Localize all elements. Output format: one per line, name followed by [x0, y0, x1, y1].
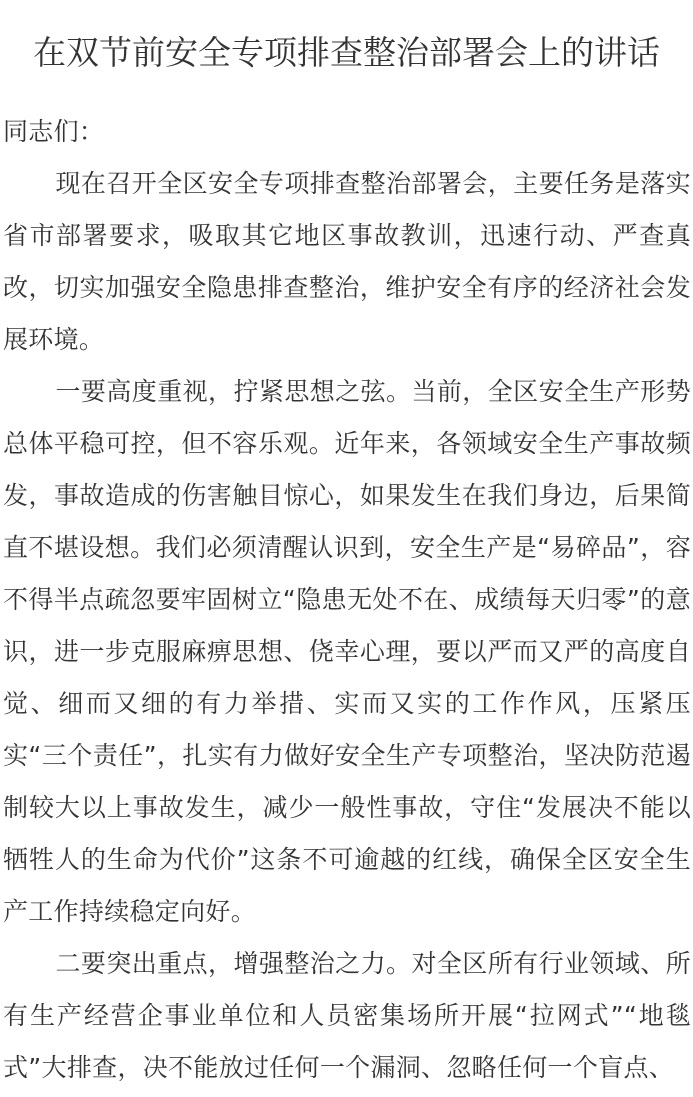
paragraph-intro: 现在召开全区安全专项排查整治部署会，主要任务是落实省市部署要求，吸取其它地区事故教训，迅速行动、严查真改，切实加强安全隐患排查整治，维护安全有序的经济社会发展环境。	[3, 169, 691, 354]
paragraph-point-two: 二要突出重点，增强整治之力。对全区所有行业领域、所有生产经营企事业单位和人员密集场所开展“拉网式”“地毯式”大排查，决不能放过任何一个漏洞、忽略任何一个盲点、	[3, 949, 691, 1082]
salutation: 同志们：	[3, 117, 105, 146]
document-title: 在双节前安全专项排查整治部署会上的讲话	[33, 33, 660, 72]
paragraph-point-one: 一要高度重视，拧紧思想之弦。当前，全区安全生产形势总体平稳可控，但不容乐观。近年来，各领域安全生产事故频发，事故造成的伤害触目惊心，如果发生在我们身边，后果简直不堪设想。我们必须清醒认识到，安全生产是“易碎品”，容不得半点疏忽要牢固树立“隐患无处不在、成绩每天归零”的意识，进一步克服麻痹思想、侥幸心理，要以严而又严的高度自觉、细而又细的有力举措、实而又实的工作作风，压紧压实“三个责任”，扎实有力做好安全生产专项整治，坚决防范遏制较大以上事故发生，减少一般性事故，守住“发展决不能以牺牲人的生命为代价”这条不可逾越的红线，确保全区安全生产工作持续稳定向好。	[3, 377, 691, 926]
document-body	[3, 106, 691, 1094]
